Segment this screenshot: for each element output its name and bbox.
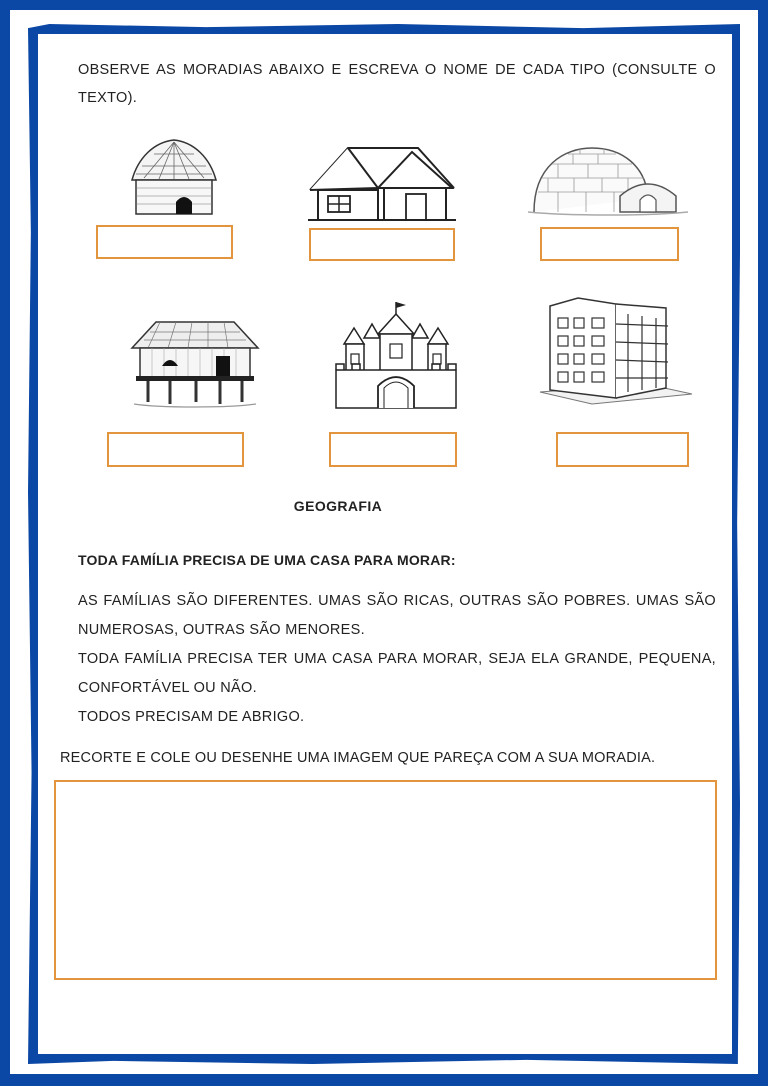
castle-icon bbox=[334, 300, 458, 410]
hut-icon bbox=[124, 136, 224, 222]
apartment-building-icon bbox=[536, 296, 694, 408]
cutout-instruction: RECORTE E COLE OU DESENHE UMA IMAGEM QUE PAREÇA COM A SUA MORADIA. bbox=[60, 750, 656, 766]
paragraph-shelter: TODOS PRECISAM DE ABRIGO. bbox=[78, 709, 305, 725]
igloo-icon bbox=[528, 142, 688, 218]
subject-title: GEOGRAFIA bbox=[293, 498, 383, 514]
house-icon bbox=[308, 142, 456, 224]
answer-box-igloo[interactable] bbox=[540, 227, 679, 261]
paragraph-house-need: TODA FAMÍLIA PRECISA TER UMA CASA PARA MORAR, SEJA ELA GRANDE, PEQUENA, CONFORTÁVEL OU NÃO. bbox=[78, 651, 716, 696]
answer-box-house[interactable] bbox=[309, 228, 455, 261]
answer-box-castle[interactable] bbox=[329, 432, 457, 467]
answer-box-stilt-house[interactable] bbox=[107, 432, 244, 467]
stilt-house-icon bbox=[130, 318, 260, 412]
paragraph-families: AS FAMÍLIAS SÃO DIFERENTES. UMAS SÃO RICAS, OUTRAS SÃO POBRES. UMAS SÃO NUMEROSAS, OUTRAS SÃO MENORES. bbox=[78, 593, 716, 638]
answer-box-apartment[interactable] bbox=[556, 432, 689, 467]
drawing-area[interactable] bbox=[54, 780, 717, 980]
answer-box-hut[interactable] bbox=[96, 225, 233, 259]
instruction-text: OBSERVE AS MORADIAS ABAIXO E ESCREVA O NOME DE CADA TIPO (CONSULTE O TEXTO). bbox=[78, 62, 716, 106]
section-headline: TODA FAMÍLIA PRECISA DE UMA CASA PARA MORAR: bbox=[78, 552, 456, 568]
